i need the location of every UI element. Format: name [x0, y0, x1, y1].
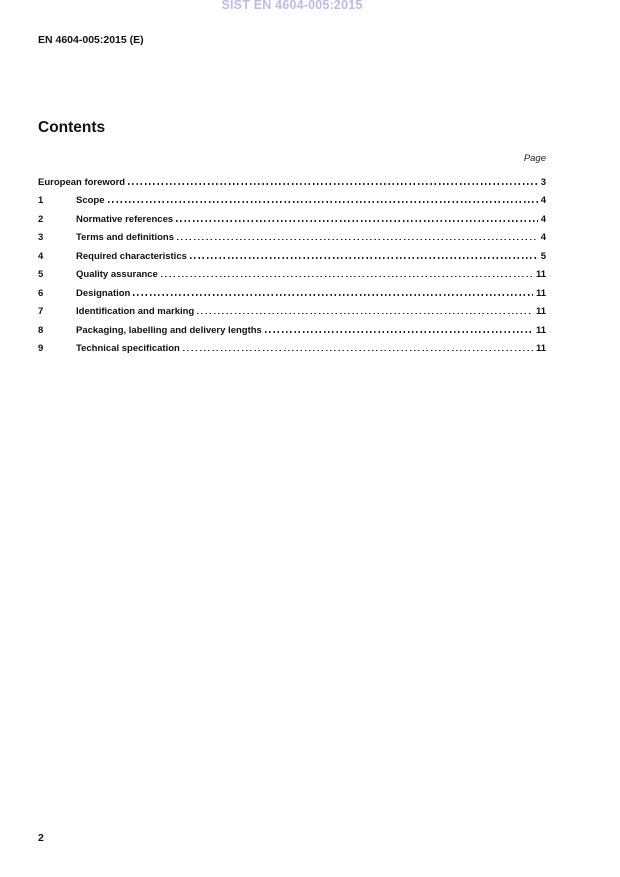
dot-leader [176, 220, 538, 222]
toc-entry [38, 269, 546, 288]
toc-entry-number: 7 [38, 306, 44, 318]
toc-entry-page: 4 [540, 232, 546, 244]
toc-entry-title: Normative references [76, 213, 174, 225]
dot-leader [197, 313, 533, 315]
sist-watermark-header: SIST EN 4604-005:2015 [221, 0, 363, 12]
toc-entry-title: Scope [76, 195, 105, 207]
toc-entry [38, 232, 546, 251]
dot-leader [161, 276, 533, 278]
dot-leader [183, 350, 533, 352]
toc-entry-page: 11 [535, 343, 546, 355]
dot-leader [128, 183, 538, 185]
dot-leader [177, 239, 538, 241]
toc-entry [38, 288, 546, 307]
toc-entry-page: 11 [535, 306, 546, 318]
toc-entry-title: Identification and marking [76, 306, 195, 318]
dot-leader [108, 201, 538, 203]
toc-entry-title: Quality assurance [76, 269, 158, 281]
toc-entry-title: European foreword [38, 176, 126, 188]
dot-leader [265, 331, 533, 333]
page-column-label: Page [523, 153, 546, 164]
document-reference: EN 4604-005:2015 (E) [38, 34, 144, 46]
toc-entry-number: 4 [38, 250, 44, 262]
toc-entry-title: Designation [76, 287, 131, 299]
toc-entry-number: 2 [38, 213, 44, 225]
toc-entry-number: 3 [38, 232, 44, 244]
toc-entry-page: 11 [535, 324, 546, 336]
toc-entry-number: 6 [38, 287, 44, 299]
contents-heading: Contents [38, 119, 106, 136]
toc-entry-number: 5 [38, 269, 44, 281]
toc-entry-title: Technical specification [76, 343, 180, 355]
toc-entry [38, 177, 546, 196]
toc-entry [38, 251, 546, 270]
dot-leader [190, 257, 538, 259]
toc-entry-page: 3 [540, 176, 546, 188]
toc-entry-page: 4 [540, 195, 546, 207]
toc-entry-number: 8 [38, 324, 44, 336]
toc-entry [38, 306, 546, 325]
toc-entry-page: 11 [535, 287, 546, 299]
toc-entry [38, 325, 546, 344]
dot-leader [133, 294, 533, 296]
toc-entry-number: 1 [38, 195, 44, 207]
toc-entry-page: 5 [540, 250, 546, 262]
toc-entry [38, 343, 546, 362]
toc-entry [38, 214, 546, 233]
toc-entry-title: Required characteristics [76, 250, 187, 262]
toc-entry-page: 11 [535, 269, 546, 281]
toc-entry-title: Packaging, labelling and delivery lengths [76, 324, 262, 336]
toc-entry-number: 9 [38, 343, 44, 355]
toc-entry-page: 4 [540, 213, 546, 225]
toc-entry [38, 195, 546, 214]
footer-page-number: 2 [38, 832, 44, 844]
table-of-contents [38, 177, 546, 362]
toc-entry-title: Terms and definitions [76, 232, 175, 244]
